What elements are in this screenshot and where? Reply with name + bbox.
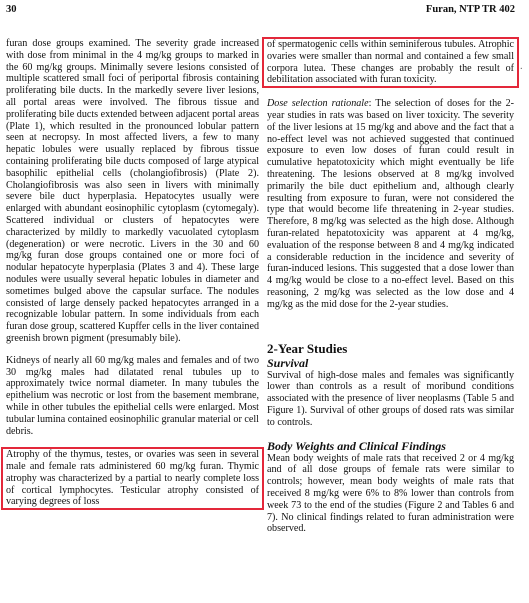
report-title: Furan, NTP TR 402 (425, 4, 515, 15)
margin-mark: · (519, 64, 523, 75)
right-column (267, 37, 514, 535)
debilitation-highlight-box (262, 37, 519, 88)
debilitation-paragraph: of spermatogenic cells within seminiferous tubules. Atrophic ovaries were smaller than normal and contained a few small corpora lutea. These changes are probably the result of debilitation associated with furan toxicity. (267, 39, 514, 86)
atrophy-paragraph: Atrophy of the thymus, testes, or ovaries was seen in several male and female rats administered 60 mg/kg furan. Thymic atrophy was characterized by a partial to nearly complete loss of cortical lymphocytes. Testicular atrophy consisted of varying degrees of loss (6, 449, 259, 508)
dose-selection-lead: Dose selection rationale (267, 98, 369, 110)
section-heading-2-year-studies: 2-Year Studies (267, 340, 348, 356)
kidney-paragraph: Kidneys of nearly all 60 mg/kg males and females and of two 30 mg/kg males had dilatated renal tubules up to approximately twice normal diameter. In many tubules the epithelium was necrotic or lost from the basement membrane, while in other tubules the epithelial cells were enlarged. Most tubular lumina contained eosinophilic granular material or cell debris. (6, 354, 259, 437)
page-number: 30 (6, 4, 17, 15)
body-weights-heading: Body Weights and Clinical Findings (267, 438, 446, 453)
survival-heading: Survival (267, 355, 309, 370)
liver-lesions-paragraph: furan dose groups examined. The severity grade increased with dose from minimal in the 4 mg/kg groups to marked in the 60 mg/kg groups. Minimally severe lesions consisted of multiple scattered small foci of periportal fibrosis containing proliferating bile ducts. In the markedly severe liver lesions, all portal areas were involved. The fibrous tissue and proliferating bile ducts extended between adjacent portal areas (Plate 1), which resulted in the pronounced lobular pattern seen at necropsy. In most affected livers, a few to many hepatic lobules were usually replaced by fibrous tissue containing proliferating bile ducts composed of large atypical basophilic epithelial cells (cholangiofibrosis) (Plate 2). Cholangiofibrosis was also seen in livers with minimally severe bile duct hyperplasia. Hepatocytes usually were enlarged with abundant eosinophilic cytoplasm (cytomegaly). Scattered individual or clusters of hepatocytes were characterized by mildly to markedly vacuolated cytoplasm (degeneration) or were necrotic. Livers in the 30 and 60 mg/kg furan dose groups contained one or more foci of nodular hepatocyte hyperplasia (Plates 3 and 4). These large nodules were usually several hepatic lobules in diameter and sometimes bulged above the capsular surface. The nodules consisted of large densely packed hepatocytes arranged in a recognizable lobular pattern. In some individuals from each furan dose group, scattered Kupffer cells in the liver contained greenish brown pigment (presumably bile). (6, 38, 259, 344)
body-weights-paragraph: Mean body weights of male rats that received 2 or 4 mg/kg and of all dose groups of female rats were similar to controls; however, mean body weights of male rats that received 8 mg/kg were 6% to 8% lower than controls from week 73 to the end of the studies (Figure 2 and Tables 6 and 7). No clinical findings related to furan administration were observed. (267, 452, 514, 535)
dose-selection-text: : The selection of doses for the 2-year studies in rats was based on liver toxicity. The severity of the liver lesions at 15 mg/kg and above and the fact that a no-effect level was not achieved suggested that continued exposure to even low doses of furan could result in cumulative hepatotoxicity which might eventually be life threatening. The lesions observed at 8 mg/kg involved primarily the bile duct epithelium and, although clearly resulting from exposure to furan, were not considered the type that would become life threatening in 2-year studies. Therefore, 8 mg/kg was selected as the high dose. Although furan-related hepatotoxicity was apparent at 4 mg/kg, evaluation of the response between 8 and 4 mg/kg indicated a considerable reduction in the incidence and severity of furan-induced lesions. This suggested that a dose lower than 4 mg/kg would be close to a no-effect level. Based on this reasoning, 2 mg/kg was selected as the low dose and 4 mg/kg as the mid dose for the 2-year studies. (267, 98, 514, 310)
survival-paragraph: Survival of high-dose males and females was significantly lower than controls as a result of moribund conditions associated with the presence of liver neoplasms (Table 5 and Figure 1). Survival of other groups of dosed rats was similar to controls. (267, 369, 514, 428)
dose-selection-paragraph (267, 98, 514, 310)
left-column (6, 38, 259, 510)
atrophy-highlight-box (1, 447, 264, 510)
